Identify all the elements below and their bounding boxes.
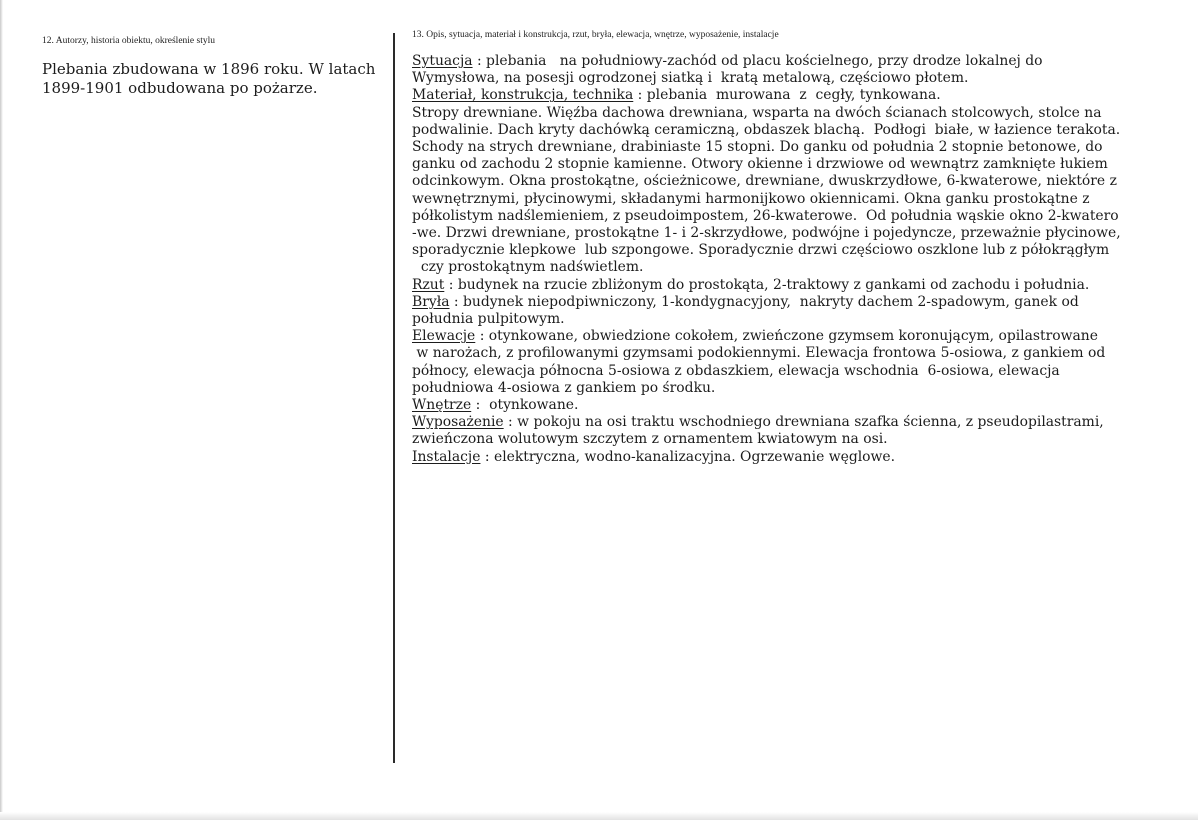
subsection-text: odcinkowym. Okna prostokątne, ościeżnicowe, drewniane, dwuskrzydłowe, 6-kwaterowe, niektóre z	[412, 173, 1117, 190]
subsection-label: Wyposażenie	[412, 414, 504, 431]
section-13-line	[412, 311, 1147, 328]
subsection-text: sporadycznie klepkowe lub szpongowe. Sporadycznie drzwi częściowo oszklone lub z półokrągłym	[412, 242, 1110, 259]
section-13-line	[412, 156, 1147, 173]
subsection-text: : plebania murowana z cegły, tynkowana.	[633, 87, 941, 104]
subsection-text: południowa 4-osiowa z gankiem po środku.	[412, 379, 716, 396]
subsection-text: : budynek na rzucie zbliżonym do prostokąta, 2-traktowy z gankami od zachodu i południa.	[444, 276, 1090, 293]
subsection-text: Wymysłowa, na posesji ogrodzonej siatką i kratą metalową, częściowo płotem.	[412, 70, 969, 87]
section-13-line	[412, 105, 1147, 122]
section-13-line	[412, 259, 1147, 276]
section-13-line	[412, 242, 1147, 259]
subsection-text: Schody na strych drewniane, drabiniaste 15 stopni. Do ganku od południa 2 stopnie betonowe, do	[412, 139, 1103, 156]
subsection-text: : plebania na południowy-zachód od placu kościelnego, przy drodze lokalnej do	[472, 53, 1043, 69]
section-13-line	[412, 380, 1147, 397]
section-13-line	[412, 225, 1147, 242]
section-12-heading: 12. Autorzy, historia obiektu, określenie stylu	[42, 36, 215, 46]
section-12-panel	[42, 36, 382, 98]
scan-left-edge-shadow	[0, 0, 3, 820]
subsection-label: Materiał, konstrukcja, technika	[412, 87, 634, 104]
column-divider	[393, 33, 395, 763]
section-13-line	[412, 345, 1147, 362]
subsection-text: zwieńczona wolutowym szczytem z ornamentem kwiatowym na osi.	[412, 431, 888, 448]
subsection-text: północy, elewacja północna 5-osiowa z obdaszkiem, elewacja wschodnia 6-osiowa, elewacja	[412, 362, 1060, 379]
section-13-heading: 13. Opis, sytuacja, materiał i konstrukcja, rzut, bryła, elewacja, wnętrze, wyposażenie, instalacje	[412, 30, 779, 40]
section-13-body	[412, 53, 1147, 466]
section-13-panel	[412, 30, 1147, 466]
section-13-line	[412, 397, 1147, 414]
subsection-text: : otynkowane, obwiedzione cokołem, zwieńczone gzymsem koronującym, opilastrowane	[475, 328, 1098, 345]
subsection-text: w narożach, z profilowanymi gzymsami podokiennymi. Elewacja frontowa 5-osiowa, z gankiem od	[412, 345, 1106, 362]
subsection-text: Stropy drewniane. Więźba dachowa drewniana, wsparta na dwóch ścianach stolcowych, stolce na	[412, 104, 1102, 121]
subsection-label: Bryła	[412, 293, 450, 310]
subsection-label: Rzut	[412, 276, 445, 293]
section-13-line	[412, 87, 1147, 104]
subsection-label: Elewacje	[412, 328, 476, 345]
scan-bottom-edge-shadow	[0, 812, 1198, 820]
section-13-line	[412, 191, 1147, 208]
subsection-label: Wnętrze	[412, 397, 472, 414]
section-13-line	[412, 431, 1147, 448]
subsection-text: : elektryczna, wodno-kanalizacyjna. Ogrzewanie węglowe.	[480, 448, 896, 465]
section-13-line	[412, 173, 1147, 190]
section-12-line: Plebania zbudowana w 1896 roku. W latach	[42, 60, 376, 78]
section-13-line	[412, 139, 1147, 156]
section-13-line	[412, 70, 1147, 87]
subsection-text: półkolistym nadślemieniem, z pseudoimpostem, 26-kwaterowe. Od południa wąskie okno 2-kwatero	[412, 207, 1119, 224]
section-13-line	[412, 122, 1147, 139]
subsection-text: ganku od zachodu 2 stopnie kamienne. Otwory okienne i drzwiowe od wewnątrz zamknięte łukiem	[412, 156, 1108, 173]
section-13-line	[412, 363, 1147, 380]
subsection-label: Sytuacja	[412, 53, 473, 69]
subsection-text: : otynkowane.	[471, 397, 579, 414]
subsection-text: : w pokoju na osi traktu wschodniego drewniana szafka ścienna, z pseudopilastrami,	[503, 414, 1104, 431]
subsection-label: Instalacje	[412, 448, 481, 465]
subsection-text: podwalinie. Dach kryty dachówką ceramiczną, obdaszek blachą. Podłogi białe, w łazience terakota.	[412, 121, 1121, 138]
section-13-line	[412, 294, 1147, 311]
section-13-line	[412, 53, 1147, 70]
subsection-text: czy prostokątnym nadświetlem.	[412, 259, 644, 276]
section-13-line	[412, 449, 1147, 466]
subsection-text: wewnętrznymi, płycinowymi, składanymi harmonijkowo okiennicami. Okna ganku prostokątne z	[412, 190, 1090, 207]
section-13-line	[412, 414, 1147, 431]
section-12-body	[42, 60, 382, 98]
section-13-line	[412, 208, 1147, 225]
subsection-text: -we. Drzwi drewniane, prostokątne 1- i 2-skrzydłowe, podwójne i pojedyncze, przeważnie płycinowe,	[412, 225, 1121, 242]
subsection-text: południa pulpitowym.	[412, 311, 565, 328]
section-12-line: 1899-1901 odbudowana po pożarze.	[42, 79, 318, 97]
subsection-text: : budynek niepodpiwniczony, 1-kondygnacyjony, nakryty dachem 2-spadowym, ganek od	[449, 293, 1079, 310]
section-13-line	[412, 328, 1147, 345]
section-13-line	[412, 277, 1147, 294]
